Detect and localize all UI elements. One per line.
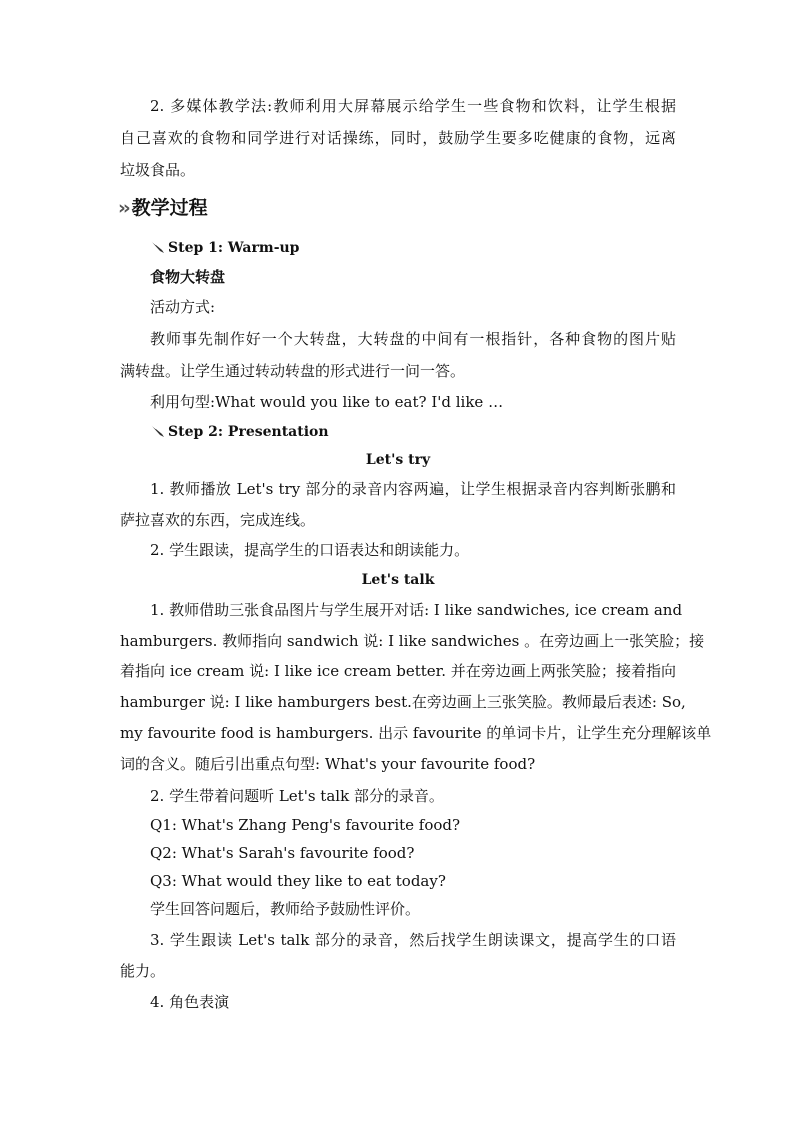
step1-title: 食物大转盘 <box>150 268 226 286</box>
lets-try-heading: Let's try <box>365 452 431 468</box>
step2-label: Step 2: Presentation <box>168 424 329 440</box>
section-title: 教学过程 <box>131 197 208 219</box>
paragraph-line: 能力。 <box>120 962 166 980</box>
paragraph-line: 垃圾食品。 <box>120 161 196 179</box>
paragraph-line: 2. 学生跟读，提高学生的口语表达和朗读能力。 <box>150 541 470 559</box>
lets-talk-heading: Let's talk <box>361 572 435 588</box>
section-heading <box>118 196 208 220</box>
paragraph-line: hamburger 说: I like hamburgers best.在旁边画上三张笑脸。教师最后表述: So, <box>120 693 686 711</box>
paragraph-line: 教师事先制作好一个大转盘，大转盘的中间有一根指针，各种食物的图片贴 <box>150 330 676 348</box>
paragraph-line: 学生回答问题后，教师给予鼓励性评价。 <box>150 900 421 918</box>
paragraph-line: my favourite food is hamburgers. 出示 favourite 的单词卡片，让学生充分理解该单 <box>120 724 712 742</box>
pen-icon <box>150 240 166 254</box>
question-line: Q1: What's Zhang Peng's favourite food? <box>150 816 461 834</box>
paragraph-line: 1. 教师借助三张食品图片与学生展开对话: I like sandwiches, ice cream and <box>150 601 683 619</box>
paragraph-line: 4. 角色表演 <box>150 993 230 1011</box>
paragraph-line: 3. 学生跟读 Let's talk 部分的录音，然后找学生朗读课文，提高学生的口语 <box>150 931 676 949</box>
step1-label: Step 1: Warm-up <box>168 240 300 256</box>
paragraph-line: 1. 教师播放 Let's try 部分的录音内容两遍，让学生根据录音内容判断张鹏和 <box>150 480 676 498</box>
paragraph-line: 满转盘。让学生通过转动转盘的形式进行一问一答。 <box>120 362 466 380</box>
paragraph-line: 着指向 ice cream 说: I like ice cream better. 并在旁边画上两张笑脸；接着指向 <box>120 662 676 680</box>
paragraph-line: 2. 学生带着问题听 Let's talk 部分的录音。 <box>150 787 444 805</box>
step2-heading <box>150 422 329 442</box>
paragraph-line: 词的含义。随后引出重点句型: What's your favourite food? <box>120 755 536 773</box>
paragraph-line: hamburgers. 教师指向 sandwich 说: I like sandwiches 。在旁边画上一张笑脸；接 <box>120 632 705 650</box>
paragraph-line: 自己喜欢的食物和同学进行对话操练，同时，鼓励学生要多吃健康的食物，远离 <box>120 129 676 147</box>
step1-method: 活动方式: <box>150 298 216 316</box>
question-line: Q2: What's Sarah's favourite food? <box>150 844 415 862</box>
double-chevron-icon: ›› <box>118 197 128 219</box>
step1-pattern: 利用句型:What would you like to eat? I'd like … <box>150 393 504 411</box>
step1-heading <box>150 238 299 258</box>
pen-icon <box>150 424 166 438</box>
paragraph-line: 萨拉喜欢的东西，完成连线。 <box>120 511 316 529</box>
paragraph-line: 2. 多媒体教学法:教师利用大屏幕展示给学生一些食物和饮料，让学生根据 <box>150 97 676 115</box>
question-line: Q3: What would they like to eat today? <box>150 872 446 890</box>
